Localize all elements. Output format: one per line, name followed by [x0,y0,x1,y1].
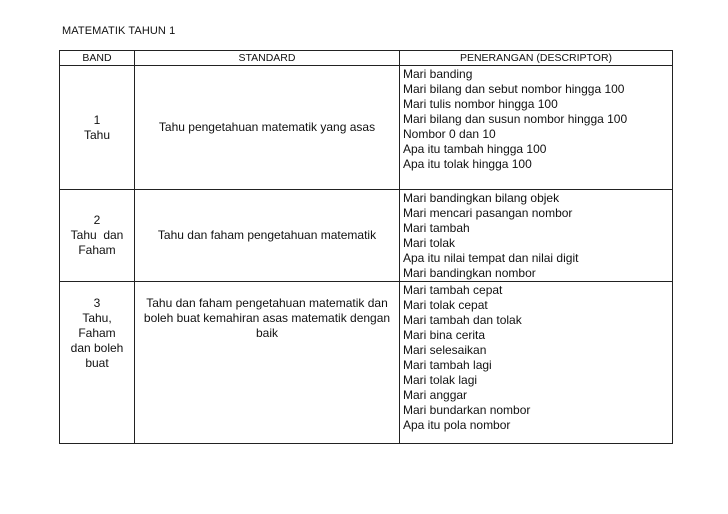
standard-cell [135,190,400,282]
descriptor-item: Mari bilang dan susun nombor hingga 100 [403,112,628,126]
descriptor-item: Mari banding [403,67,473,81]
descriptor-item: Mari bina cerita [403,328,486,342]
header-descriptor: PENERANGAN (DESCRIPTOR) [400,51,673,66]
band-line: 2 [93,213,101,227]
band-line: dan boleh [70,341,124,355]
table-row [60,282,673,444]
descriptor-item: Mari tolak [403,236,456,250]
band-line: Faham [78,326,116,340]
descriptor-item: Mari selesaikan [403,343,487,357]
band-cell [60,282,135,444]
descriptor-item: Apa itu tambah hingga 100 [403,142,547,156]
band-line: Tahu [83,127,111,142]
descriptor-item: Mari tambah cepat [403,283,503,297]
table-row [60,190,673,282]
band-line: Faham [78,243,116,257]
band-line: 3 [93,296,101,310]
descriptor-item: Mari tolak cepat [403,298,488,312]
descriptor-item: Mari tambah [403,221,470,235]
descriptor-item: Mari tolak lagi [403,373,478,387]
descriptor-cell [400,190,673,282]
header-band: BAND [60,51,135,66]
descriptor-item: Mari tambah dan tolak [403,313,522,327]
descriptor-item: Mari bundarkan nombor [403,403,531,417]
descriptor-item: Mari tambah lagi [403,358,492,372]
descriptor-item: Apa itu pola nombor [403,418,511,432]
document-title: MATEMATIK TAHUN 1 [62,25,176,37]
descriptor-item: Mari bilang dan sebut nombor hingga 100 [403,82,625,96]
rubric-table [59,50,673,444]
descriptor-item: Mari anggar [403,388,468,402]
header-standard: STANDARD [135,51,400,66]
band-line: Tahu, [82,311,112,325]
descriptor-item: Nombor 0 dan 10 [403,127,496,141]
descriptor-item: Mari bandingkan bilang objek [403,191,560,205]
descriptor-item: Apa itu tolak hingga 100 [403,157,532,171]
descriptor-item: Mari bandingkan nombor [403,266,536,280]
standard-cell [135,66,400,190]
band-cell [60,190,135,282]
descriptor-item: Apa itu nilai tempat dan nilai digit [403,251,579,265]
standard-text: Tahu dan faham pengetahuan matematik [157,228,377,242]
band-line: Tahu dan [70,228,124,242]
table-header-row [60,51,673,66]
descriptor-cell [400,66,673,190]
band-cell [60,66,135,190]
descriptor-cell [400,282,673,444]
standard-cell [135,282,400,444]
band-line: 1 [93,112,101,127]
standard-text: Tahu pengetahuan matematik yang asas [158,120,376,134]
standard-text: Tahu dan faham pengetahuan matematik dan boleh buat kemahiran asas matematik dengan baik [143,296,391,340]
descriptor-item: Mari tulis nombor hingga 100 [403,97,558,111]
descriptor-item: Mari mencari pasangan nombor [403,206,573,220]
table-row [60,66,673,190]
band-line: buat [85,356,109,370]
